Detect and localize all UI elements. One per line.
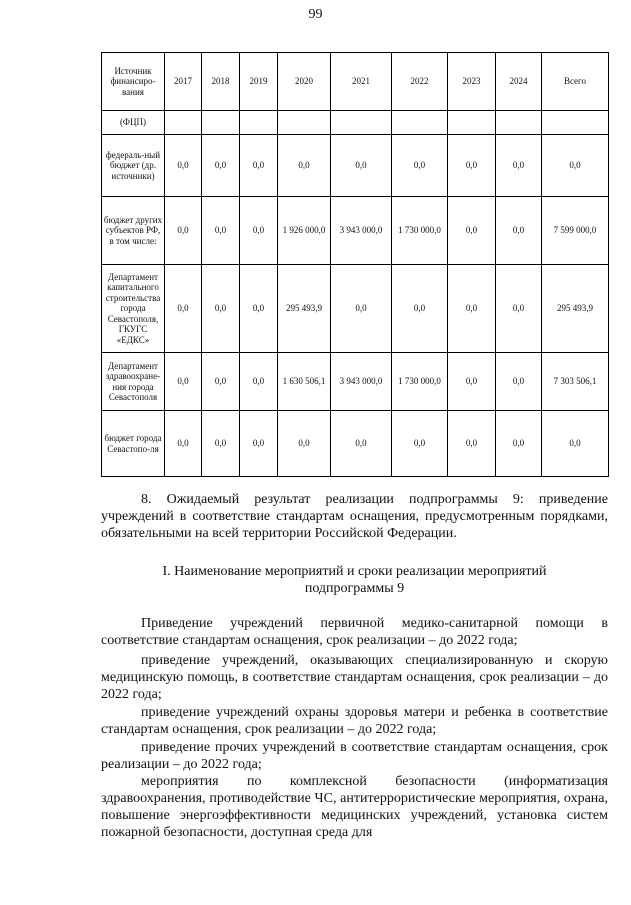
cell-value: 0,0 (448, 135, 496, 197)
cell-value: 0,0 (240, 135, 278, 197)
section-heading-line: подпрограммы 9 (304, 581, 405, 596)
header-year: 2020 (278, 53, 331, 111)
cell-value: 0,0 (202, 411, 240, 477)
cell-value: 0,0 (448, 197, 496, 265)
page-number: 99 (308, 7, 323, 22)
cell-total: 0,0 (542, 411, 609, 477)
cell-value: 0,0 (202, 265, 240, 353)
cell-value: 0,0 (496, 353, 542, 411)
cell-value: 0,0 (496, 411, 542, 477)
cell-value: 1 630 506,1 (278, 353, 331, 411)
paragraph-primary-care: Приведение учреждений первичной медико-санитарной помощи в соответствие стандартам оснащения, срок реализации – до 2022 года; (101, 616, 608, 648)
header-total: Всего (542, 53, 609, 111)
cell-value: 0,0 (448, 353, 496, 411)
table-row (102, 353, 609, 411)
header-year: 2019 (240, 53, 278, 111)
cell-value: 0,0 (202, 135, 240, 197)
cell-value: 0,0 (448, 265, 496, 353)
table-header-row (102, 53, 609, 111)
cell-value: 0,0 (278, 135, 331, 197)
cell-value: 0,0 (496, 135, 542, 197)
section-heading-line: I. Наименование мероприятий и сроки реализации мероприятий (162, 564, 547, 579)
table-row (102, 135, 609, 197)
row-source: Департамент здравоохране-ния города Севастополя (102, 353, 165, 411)
cell-value: 0,0 (448, 411, 496, 477)
cell-value: 0,0 (202, 353, 240, 411)
cell-value: 1 926 000,0 (278, 197, 331, 265)
header-year: 2018 (202, 53, 240, 111)
cell-total: 295 493,9 (542, 265, 609, 353)
cell-value: 3 943 000,0 (331, 353, 392, 411)
paragraph-specialized-care: приведение учреждений, оказывающих специализированную и скорую медицинскую помощь, в соответствие стандартам оснащения, срок реализации – до 2022 года; (101, 653, 608, 702)
cell-value: 0,0 (165, 265, 202, 353)
row-source: федераль-ный бюджет (др. источники) (102, 135, 165, 197)
cell-total: 7 303 506,1 (542, 353, 609, 411)
table-row (102, 411, 609, 477)
cell-value: 0,0 (392, 411, 448, 477)
paragraph-other-institutions: приведение прочих учреждений в соответствие стандартам оснащения, срок реализации – до 2022 года; (101, 740, 608, 772)
cell-value: 0,0 (202, 197, 240, 265)
header-year: 2023 (448, 53, 496, 111)
paragraph-maternal-care: приведение учреждений охраны здоровья матери и ребенка в соответствие стандартам оснащения, срок реализации – до 2022 года; (101, 705, 608, 737)
fcp-label: (ФЦП) (102, 111, 165, 135)
cell-value: 0,0 (165, 135, 202, 197)
header-year: 2017 (165, 53, 202, 111)
cell-value: 0,0 (165, 197, 202, 265)
cell-value: 0,0 (165, 411, 202, 477)
cell-value: 0,0 (331, 411, 392, 477)
table-row (102, 265, 609, 353)
cell-value: 0,0 (165, 353, 202, 411)
header-source: Источник финансиро-вания (102, 53, 165, 111)
table-row-fcp (102, 111, 609, 135)
header-year: 2021 (331, 53, 392, 111)
row-source: бюджет других субъектов РФ, в том числе: (102, 197, 165, 265)
cell-value: 0,0 (392, 135, 448, 197)
cell-value: 295 493,9 (278, 265, 331, 353)
section-heading (101, 563, 608, 597)
cell-total: 7 599 000,0 (542, 197, 609, 265)
cell-value: 0,0 (240, 265, 278, 353)
cell-value: 0,0 (331, 265, 392, 353)
cell-value: 1 730 000,0 (392, 353, 448, 411)
cell-total: 0,0 (542, 135, 609, 197)
financing-table (101, 52, 609, 477)
cell-value: 0,0 (392, 265, 448, 353)
table-row (102, 197, 609, 265)
row-source: Департамент капитального строительства города Севастополя, ГКУГС «ЕДКС» (102, 265, 165, 353)
cell-value: 0,0 (496, 197, 542, 265)
cell-value: 0,0 (240, 411, 278, 477)
cell-value: 0,0 (496, 265, 542, 353)
cell-value: 0,0 (278, 411, 331, 477)
header-year: 2022 (392, 53, 448, 111)
cell-value: 0,0 (331, 135, 392, 197)
header-year: 2024 (496, 53, 542, 111)
cell-value: 1 730 000,0 (392, 197, 448, 265)
expected-result-paragraph: 8. Ожидаемый результат реализации подпрограммы 9: приведение учреждений в соответствие стандартам оснащения, предусмотренным порядками, обязательными на всей территории Российской Федерации. (101, 492, 608, 541)
row-source: бюджет города Севастопо-ля (102, 411, 165, 477)
cell-value: 3 943 000,0 (331, 197, 392, 265)
cell-value: 0,0 (240, 197, 278, 265)
paragraph-security-measures: мероприятия по комплексной безопасности (информатизация здравоохранения, противодействие ЧС, антитеррористические мероприятия, охрана, повышение энергоэффективности медицинских учреждений, установка систем пожарной безопасности, доступная среда для (101, 774, 608, 840)
cell-value: 0,0 (240, 353, 278, 411)
